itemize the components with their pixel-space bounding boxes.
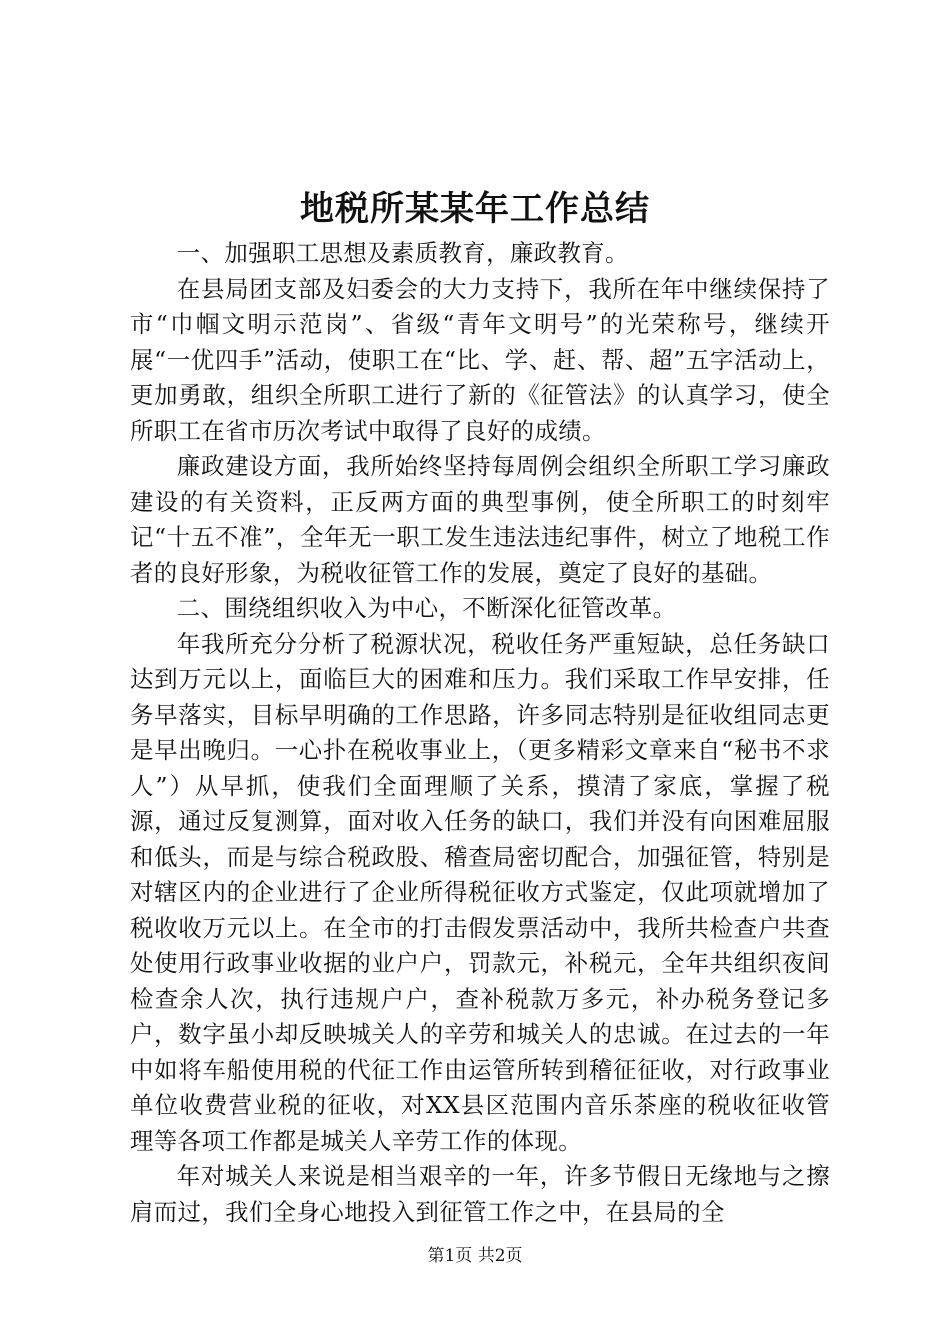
page-number-footer: 第1页 共2页 xyxy=(427,1246,523,1266)
paragraph-section-2-heading: 二、围绕组织收入为中心，不断深化征管改革。 xyxy=(176,594,677,622)
document-title: 地税所某某年工作总结 xyxy=(300,189,650,229)
paragraph-integrity: 廉政建设方面，我所始终坚持每周例会组织全所职工学习廉政建设的有关资料，正反两方面的典型事例，使全所职工的时刻牢记“十五不准”，全年无一职工发生违法违纪事件，树立了地税工作者的良好形象，为税收征管工作的发展，奠定了良好的基础。 xyxy=(130,452,830,587)
paragraph-tax-collection: 年我所充分分析了税源状况，税收任务严重短缺，总任务缺口达到万元以上，面临巨大的困难和压力。我们采取工作早安排，任务早落实，目标早明确的工作思路，许多同志特别是征收组同志更是早出晚归。一心扑在税收事业上，（更多精彩文章来自“秘书不求人”）从早抓，使我们全面理顺了关系，摸清了家底，掌握了税源，通过反复测算，面对收入任务的缺口，我们并没有向困难屈服和低头，而是与综合税政股、稽查局密切配合，加强征管，特别是对辖区内的企业进行了企业所得税征收方式鉴定，仅此项就增加了税收收万元以上。在全市的打击假发票活动中，我所共检查户共查处使用行政事业收据的业户户，罚款元，补税元，全年共组织夜间检查余人次，执行违规户户，查补税款万多元，补办税务登记多户，数字虽小却反映城关人的辛劳和城关人的忠诚。在过去的一年中如将车船使用税的代征工作由运管所转到稽征征收，对行政事业单位收费营业税的征收，对XX县区范围内音乐茶座的税收征收管理等各项工作都是城关人辛劳工作的体现。 xyxy=(130,629,830,1155)
document-body xyxy=(130,236,830,1230)
paragraph-hardship: 年对城关人来说是相当艰辛的一年，许多节假日无缘地与之擦肩而过，我们全身心地投入到征管工作之中，在县局的全 xyxy=(130,1162,830,1226)
paragraph-honors: 在县局团支部及妇委会的大力支持下，我所在年中继续保持了市“巾帼文明示范岗”、省级“青年文明号”的光荣称号，继续开展“一优四手”活动，使职工在“比、学、赶、帮、超”五字活动上，更加勇敢，组织全所职工进行了新的《征管法》的认真学习，使全所职工在省市历次考试中取得了良好的成绩。 xyxy=(130,274,830,445)
paragraph-section-1-heading: 一、加强职工思想及素质教育，廉政教育。 xyxy=(176,239,629,267)
